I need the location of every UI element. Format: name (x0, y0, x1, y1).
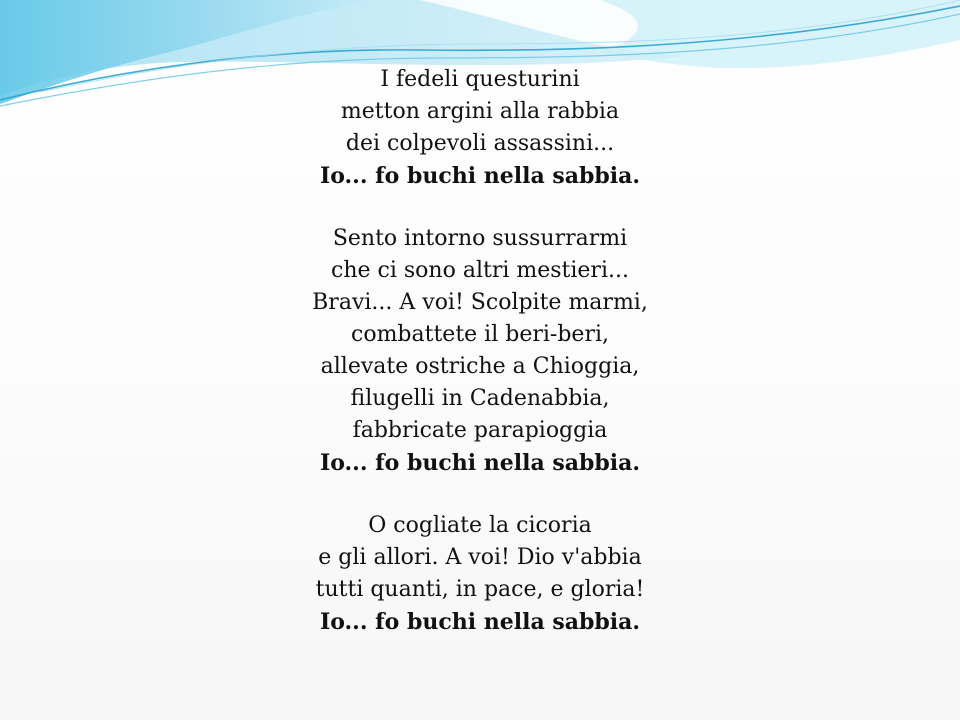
stanza-3 (180, 510, 780, 638)
stanza-2 (180, 223, 780, 479)
poem-line: Bravi... A voi! Scolpite marmi, (312, 290, 648, 315)
poem-line: allevate ostriche a Chioggia, (320, 354, 640, 379)
poem-line: Sento intorno sussurrarmi (332, 226, 628, 251)
poem-refrain: Io... fo buchi nella sabbia. (319, 609, 641, 635)
poem-line: combattete il beri-beri, (351, 322, 609, 347)
poem-refrain: Io... fo buchi nella sabbia. (319, 450, 641, 476)
poem-line: fabbricate parapioggia (352, 418, 608, 443)
poem-line: I fedeli questurini (380, 67, 580, 92)
poem-line: che ci sono altri mestieri... (331, 258, 629, 283)
poem-line: tutti quanti, in pace, e gloria! (315, 577, 645, 602)
poem-line: metton argini alla rabbia (340, 99, 620, 124)
stanza-1 (180, 64, 780, 192)
poem-line: filugelli in Cadenabbia, (350, 386, 610, 411)
poem-line: O cogliate la cicoria (368, 513, 592, 538)
poem-line: dei colpevoli assassini... (345, 131, 615, 156)
poem-line: e gli allori. A voi! Dio v'abbia (318, 545, 642, 570)
poem-text-block (180, 64, 780, 669)
poem-refrain: Io... fo buchi nella sabbia. (319, 163, 641, 189)
